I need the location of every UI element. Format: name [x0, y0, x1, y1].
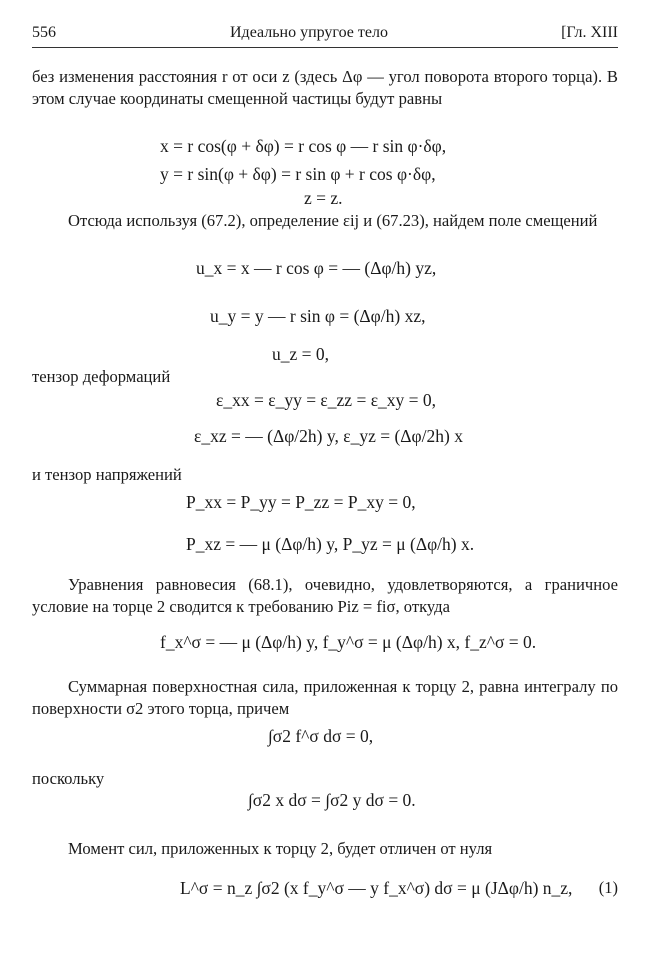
- paragraph-because: поскольку: [32, 769, 105, 788]
- page-header: [32, 24, 618, 46]
- paragraph-moment: Момент сил, приложенных к торцу 2, будет отличен от нуля: [68, 839, 493, 858]
- equation-u-z: u_z = 0,: [272, 344, 330, 364]
- equation-strain-shear: ε_xz = — (Δφ/2h) y, ε_yz = (Δφ/2h) x: [194, 426, 463, 446]
- equation-integral-xy: ∫σ2 x dσ = ∫σ2 y dσ = 0.: [248, 790, 416, 810]
- equation-integral-f: ∫σ2 f^σ dσ = 0,: [268, 726, 374, 746]
- equation-number: (1): [598, 878, 618, 897]
- equation-coords-x: x = r cos(φ + δφ) = r cos φ — r sin φ·δφ,: [160, 136, 447, 156]
- equation-stress-zero: P_xx = P_yy = P_zz = P_xy = 0,: [186, 492, 416, 512]
- equation-stress-shear: P_xz = — μ (Δφ/h) y, P_yz = μ (Δφ/h) x.: [186, 534, 475, 554]
- equation-surface-force: f_x^σ = — μ (Δφ/h) y, f_y^σ = μ (Δφ/h) x, f_z^σ = 0.: [160, 632, 537, 652]
- paragraph-equilibrium: Уравнения равновесия (68.1), очевидно, удовлетворяются, а граничное условие на торце 2 сводится к требованию Piz = fiσ, откуда: [32, 575, 618, 616]
- equation-coords-y: y = r sin(φ + δφ) = r sin φ + r cos φ·δφ,: [160, 164, 436, 184]
- running-title: Идеально упругое тело: [230, 24, 388, 41]
- header-rule: [32, 47, 618, 48]
- chapter-label: [Гл. XIII: [561, 24, 618, 41]
- equation-coords-z: z = z.: [304, 188, 343, 208]
- paragraph-stress: и тензор напряжений: [32, 465, 182, 484]
- page-number: 556: [32, 24, 56, 41]
- equation-u-y: u_y = y — r sin φ = (Δφ/h) xz,: [210, 306, 426, 326]
- equation-u-x: u_x = x — r cos φ = — (Δφ/h) yz,: [196, 258, 437, 278]
- paragraph-strain: тензор деформаций: [32, 367, 171, 386]
- paragraph-intro: без изменения расстояния r от оси z (здесь Δφ — угол поворота второго торца). В этом случае координаты смещенной частицы будут равны: [32, 67, 618, 108]
- paragraph-displacement: Отсюда используя (67.2), определение εij и (67.23), найдем поле смещений: [68, 211, 598, 230]
- paragraph-total-force: Суммарная поверхностная сила, приложенная к торцу 2, равна интегралу по поверхности σ2 этого торца, причем: [32, 677, 618, 718]
- equation-moment: L^σ = n_z ∫σ2 (x f_y^σ — y f_x^σ) dσ = μ (JΔφ/h) n_z,: [180, 878, 573, 898]
- equation-strain-zero: ε_xx = ε_yy = ε_zz = ε_xy = 0,: [216, 390, 437, 410]
